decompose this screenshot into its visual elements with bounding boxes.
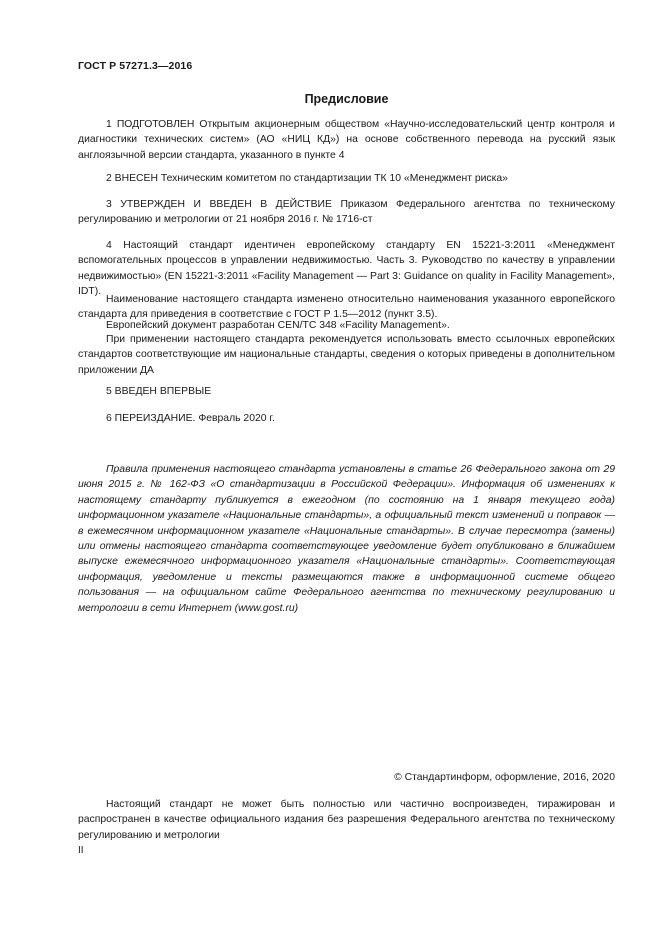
foreword-item-5: 5 ВВЕДЕН ВПЕРВЫЕ bbox=[106, 386, 212, 397]
foreword-item-1: 1 ПОДГОТОВЛЕН Открытым акционерным обществом «Научно-исследовательский центр контроля и диагностики технических систем» (АО «НИЦ КД») на основе собственного перевода на русский язык англоязычной версии стандарта, указанного в пункте 4 bbox=[78, 119, 615, 161]
foreword-item-4: 4 Настоящий стандарт идентичен европейскому стандарту EN 15221-3:2011 «Менеджмент вспомогательных процессов в управлении недвижимостью. Часть 3. Руководство по качеству в управлении недвижимостью» (EN 15221-3:2011 «Facility Management — Part 3: Guidance on quality in Facility Management», IDT). bbox=[78, 240, 615, 298]
foreword-item-3: 3 УТВЕРЖДЕН И ВВЕДЕН В ДЕЙСТВИЕ Приказом Федерального агентства по техническому регулированию и метрологии от 21 ноября 2016 г. № 1716-ст bbox=[78, 199, 615, 226]
document-code: ГОСТ Р 57271.3—2016 bbox=[78, 60, 193, 72]
foreword-title: Предисловие bbox=[304, 92, 389, 106]
foreword-item-4-name-change: Наименование настоящего стандарта изменено относительно наименования указанного европейского стандарта для приведения в соответствие с ГОСТ Р 1.5—2012 (пункт 3.5). bbox=[78, 294, 615, 321]
copyright-notice: © Стандартинформ, оформление, 2016, 2020 bbox=[394, 772, 615, 783]
foreword-item-6: 6 ПЕРЕИЗДАНИЕ. Февраль 2020 г. bbox=[106, 413, 275, 424]
reproduction-notice: Настоящий стандарт не может быть полностью или частично воспроизведен, тиражирован и распространен в качестве официального издания без разрешения Федерального агентства по техническому регулированию и метрологии bbox=[78, 799, 615, 841]
foreword-item-4-references: При применении настоящего стандарта рекомендуется использовать вместо ссылочных европейских стандартов соответствующие им национальные стандарты, сведения о которых приведены в дополнительном приложении ДА bbox=[78, 334, 615, 376]
rules-note: Правила применения настоящего стандарта установлены в статье 26 Федерального закона от 29 июня 2015 г. № 162-ФЗ «О стандартизации в Российской Федерации». Информация об изменениях к настоящему стандарту публикуется в ежегодном (по состоянию на 1 января текущего года) информационном указателе «Национальные стандарты», а официальный текст изменений и поправок — в ежемесячном информационном указателе «Национальные стандарты». В случае пересмотра (замены) или отмены настоящего стандарта соответствующее уведомление будет опубликовано в ближайшем выпуске ежемесячного информационного указателя «Национальные стандарты». Соответствующая информация, уведомление и тексты размещаются также в информационной системе общего пользования — на официальном сайте Федерального агентства по техническому регулированию и метрологии в сети Интернет (www.gost.ru) bbox=[78, 464, 615, 614]
foreword-item-4-developer: Европейский документ разработан CEN/TC 348 «Facility Management». bbox=[106, 320, 450, 331]
page-number: II bbox=[78, 845, 84, 856]
foreword-item-2: 2 ВНЕСЕН Техническим комитетом по стандартизации ТК 10 «Менеджмент риска» bbox=[106, 173, 508, 184]
